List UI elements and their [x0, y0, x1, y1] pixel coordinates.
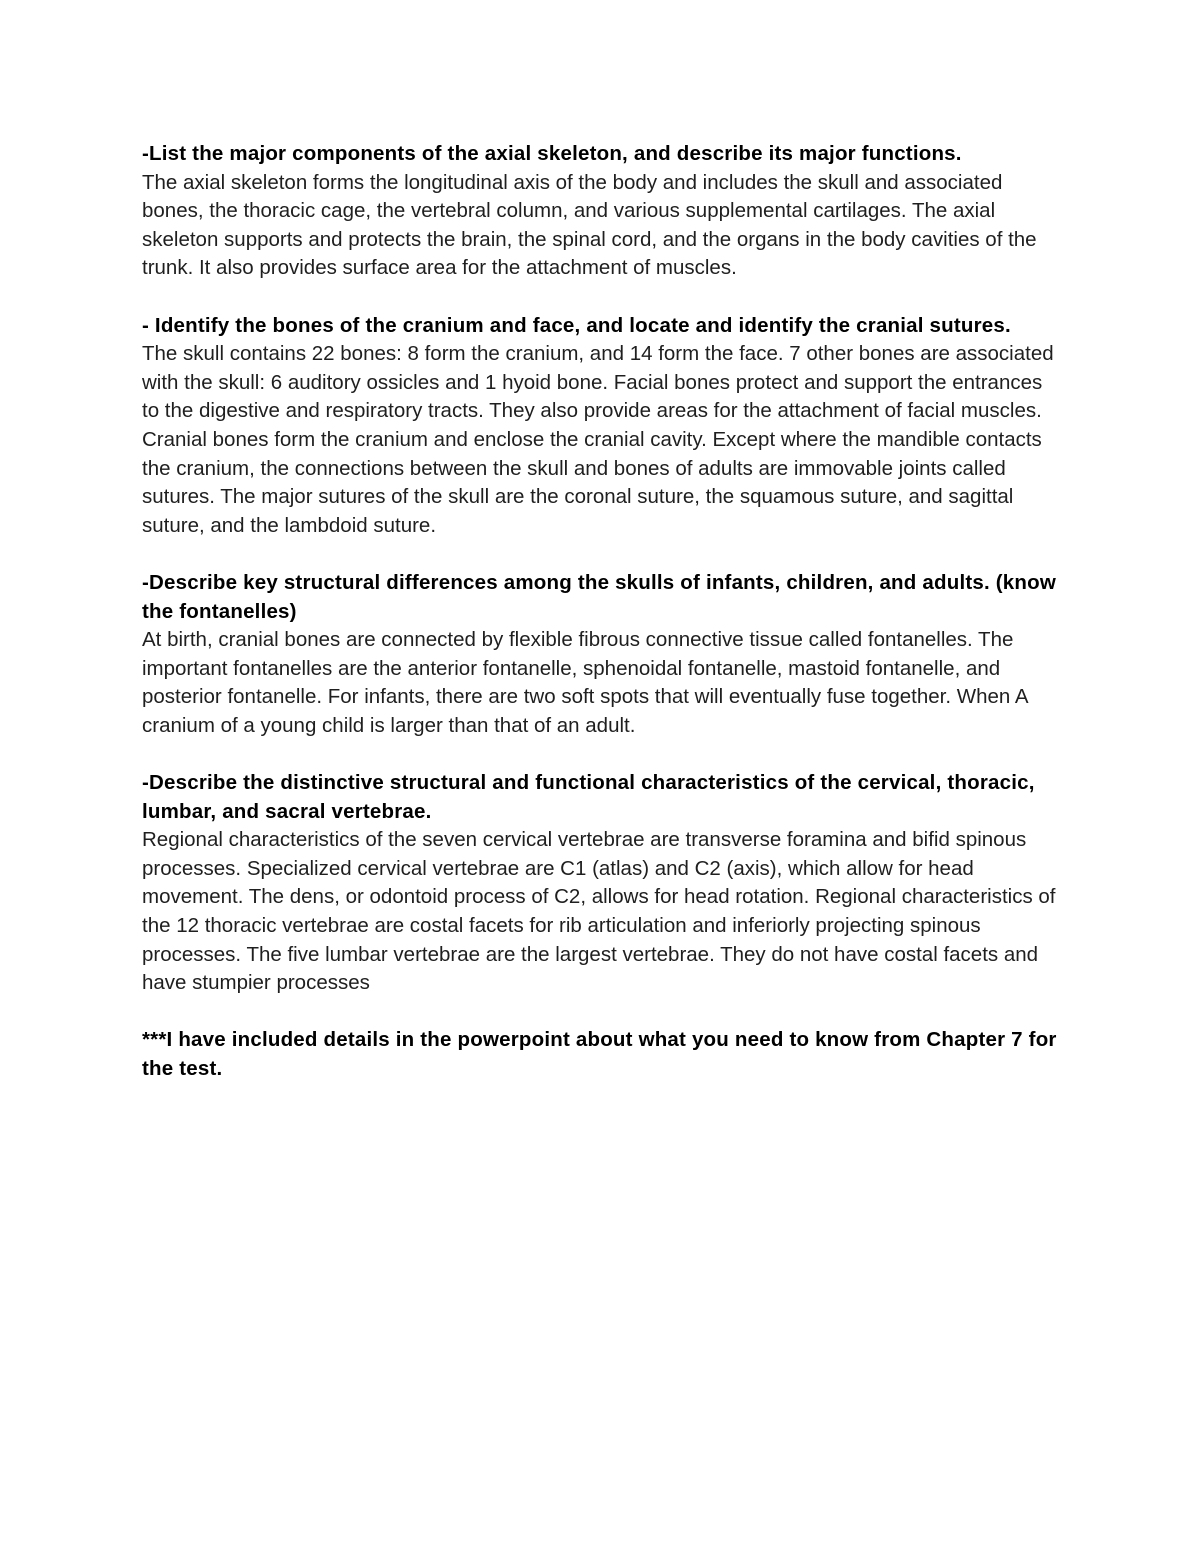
closing-note: ***I have included details in the powerpoint about what you need to know from Chapter 7 for the test. [142, 1028, 1057, 1080]
section-axial-skeleton [142, 140, 1062, 283]
section-cranium-face [142, 312, 1062, 541]
section-body: At birth, cranial bones are connected by flexible fibrous connective tissue called fontanelles. The important fontanelles are the anterior fontanelle, sphenoidal fontanelle, mastoid fontanelle, and posterior fontanelle. For infants, there are two soft spots that will eventually fuse together. When A cranium of a young child is larger than that of an adult. [142, 628, 1028, 737]
section-vertebrae [142, 769, 1062, 998]
section-heading: -List the major components of the axial skeleton, and describe its major functions. [142, 142, 962, 165]
section-body: The axial skeleton forms the longitudinal axis of the body and includes the skull and associated bones, the thoracic cage, the vertebral column, and various supplemental cartilages. The axial skeleton supports and protects the brain, the spinal cord, and the organs in the body cavities of the trunk. It also provides surface area for the attachment of muscles. [142, 170, 1037, 280]
section-heading: -Describe key structural differences among the skulls of infants, children, and adults. (know the fontanelles) [142, 570, 1056, 623]
section-body: The skull contains 22 bones: 8 form the cranium, and 14 form the face. 7 other bones are associated with the skull: 6 auditory ossicles and 1 hyoid bone. Facial bones protect and support the entrances to the digestive and respiratory tracts. They also provide areas for the attachment of facial muscles. Cranial bones form the cranium and enclose the cranial cavity. Except where the mandible contacts the cranium, the connections between the skull and bones of adults are immovable joints called sutures. The major sutures of the skull are the coronal suture, the squamous suture, and sagittal suture, and the lambdoid suture. [142, 342, 1054, 537]
section-body: Regional characteristics of the seven cervical vertebrae are transverse foramina and bifid spinous processes. Specialized cervical vertebrae are C1 (atlas) and C2 (axis), which allow for head movement. The dens, or odontoid process of C2, allows for head rotation. Regional characteristics of the 12 thoracic vertebrae are costal facets for rib articulation and inferiorly projecting spinous processes. The five lumbar vertebrae are the largest vertebrae. They do not have costal facets and have stumpier processes [142, 828, 1056, 995]
section-heading: -Describe the distinctive structural and functional characteristics of the cervical, thoracic, lumbar, and sacral vertebrae. [142, 771, 1035, 823]
section-heading: - Identify the bones of the cranium and face, and locate and identify the cranial sutures. [142, 313, 1011, 337]
section-skull-differences [142, 569, 1062, 741]
document-body [142, 140, 1062, 1084]
